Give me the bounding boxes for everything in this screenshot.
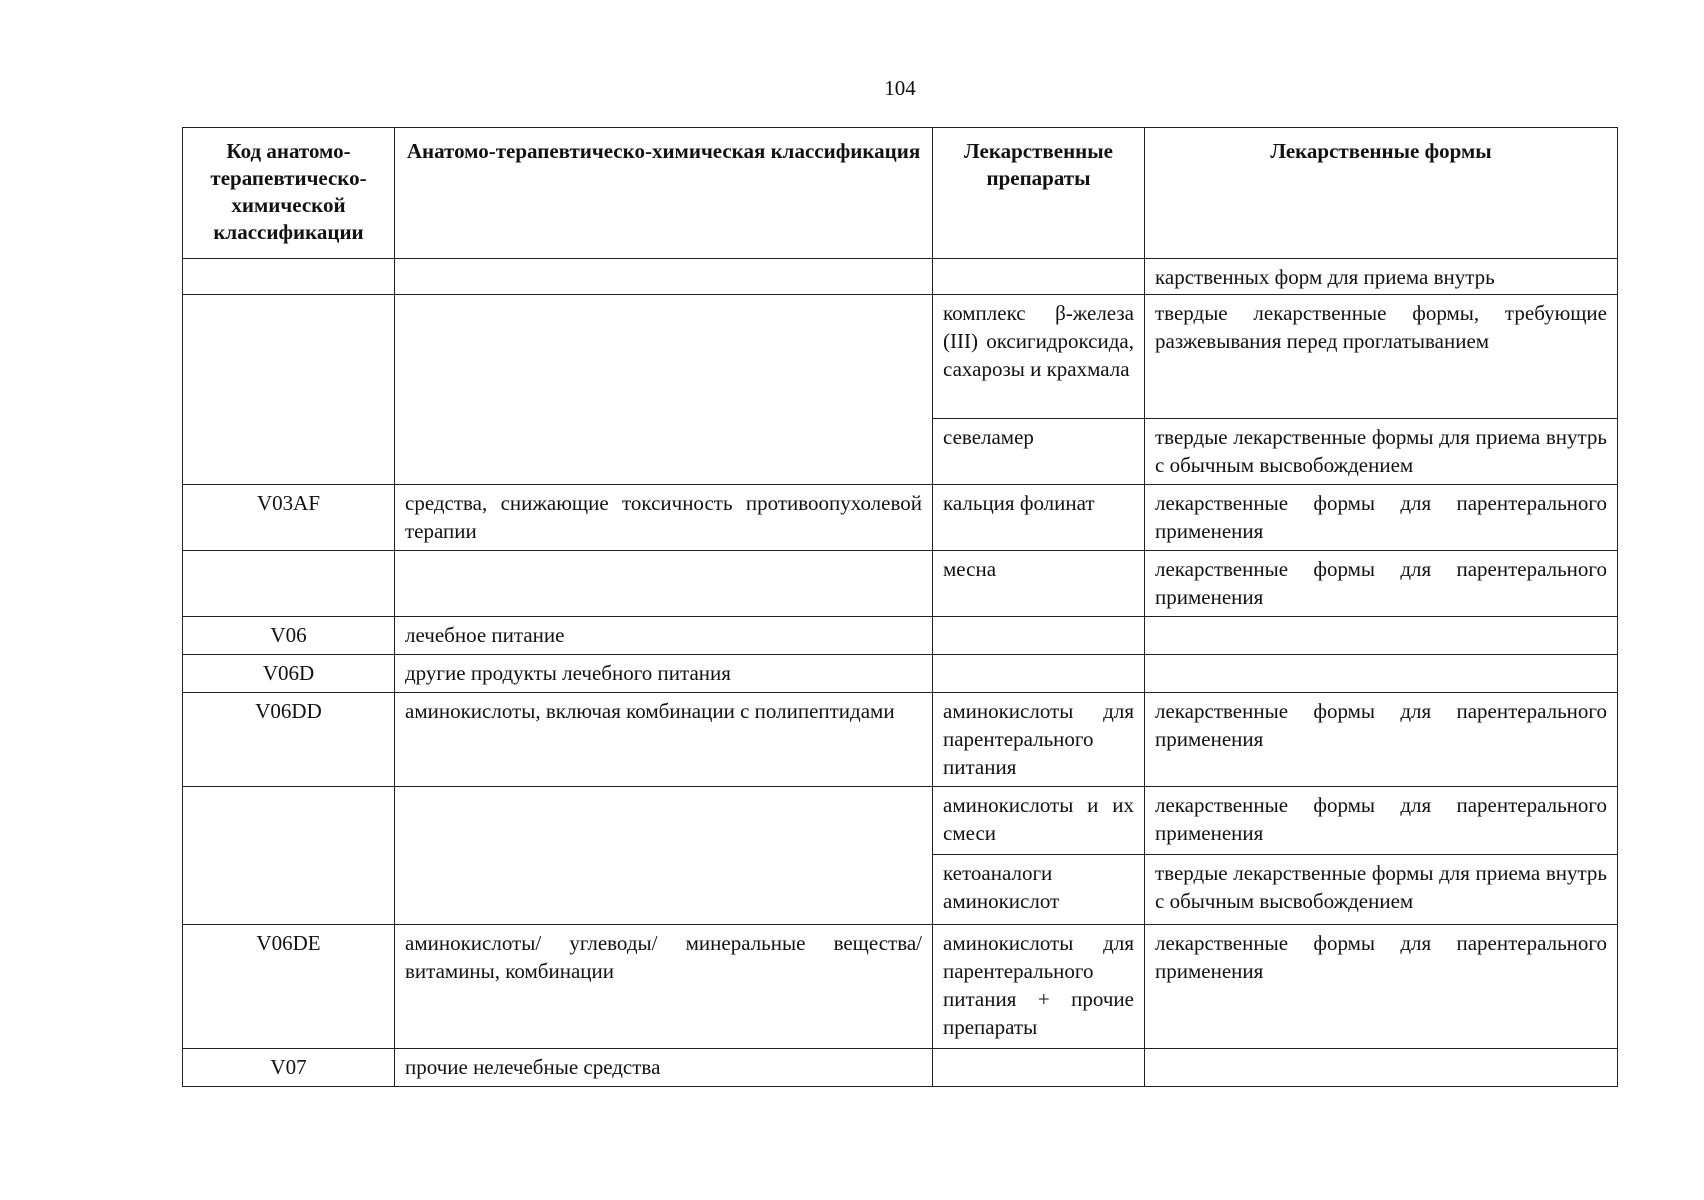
classification-cell: аминокислоты, включая комбинации с полипептидами bbox=[395, 693, 933, 787]
table-row bbox=[183, 787, 1618, 855]
classification-cell: аминокислоты/ углеводы/ минеральные вещества/ витамины, комбинации bbox=[395, 925, 933, 1049]
drug-cell: кетоаналоги аминокислот bbox=[933, 855, 1145, 925]
code-cell: V06D bbox=[183, 655, 395, 693]
table-row bbox=[183, 655, 1618, 693]
form-cell: лекарственные формы для парентерального применения bbox=[1145, 551, 1618, 617]
table-row bbox=[183, 295, 1618, 419]
form-cell bbox=[1145, 655, 1618, 693]
form-cell: твердые лекарственные формы, требующие разжевывания перед проглатыванием bbox=[1145, 295, 1618, 419]
classification-cell bbox=[395, 551, 933, 617]
drug-cell bbox=[933, 1049, 1145, 1087]
drug-cell: аминокислоты для парентерального питания + прочие препараты bbox=[933, 925, 1145, 1049]
code-cell: V06DD bbox=[183, 693, 395, 787]
table-row bbox=[183, 551, 1618, 617]
classification-cell: лечебное питание bbox=[395, 617, 933, 655]
form-cell: твердые лекарственные формы для приема внутрь с обычным высвобождением bbox=[1145, 855, 1618, 925]
form-cell: твердые лекарственные формы для приема внутрь с обычным высвобождением bbox=[1145, 419, 1618, 485]
code-cell bbox=[183, 295, 395, 485]
form-cell: лекарственные формы для парентерального применения bbox=[1145, 693, 1618, 787]
code-cell: V07 bbox=[183, 1049, 395, 1087]
drug-cell bbox=[933, 655, 1145, 693]
table-row bbox=[183, 925, 1618, 1049]
drug-cell: кальция фолинат bbox=[933, 485, 1145, 551]
form-cell: карственных форм для приема внутрь bbox=[1145, 259, 1618, 295]
page-number: 104 bbox=[884, 76, 916, 100]
header-drugs: Лекарственные препараты bbox=[933, 128, 1145, 259]
table-row bbox=[183, 693, 1618, 787]
table-row bbox=[183, 1049, 1618, 1087]
code-cell bbox=[183, 259, 395, 295]
drug-cell bbox=[933, 259, 1145, 295]
classification-cell bbox=[395, 259, 933, 295]
classification-cell: другие продукты лечебного питания bbox=[395, 655, 933, 693]
code-cell bbox=[183, 551, 395, 617]
form-cell: лекарственные формы для парентерального применения bbox=[1145, 925, 1618, 1049]
form-cell: лекарственные формы для парентерального применения bbox=[1145, 787, 1618, 855]
drug-cell: аминокислоты для парентерального питания bbox=[933, 693, 1145, 787]
header-classification: Анатомо-терапевтическо-химическая классификация bbox=[395, 128, 933, 259]
classification-table bbox=[182, 127, 1618, 1087]
drug-cell: севеламер bbox=[933, 419, 1145, 485]
drug-cell: комплекс β-железа (III) оксигидроксида, сахарозы и крахмала bbox=[933, 295, 1145, 419]
header-code: Код анатомо-терапевтическо-химической классификации bbox=[183, 128, 395, 259]
table-row bbox=[183, 259, 1618, 295]
table-header-row bbox=[183, 128, 1618, 259]
table-row bbox=[183, 485, 1618, 551]
code-cell: V06DE bbox=[183, 925, 395, 1049]
table-row bbox=[183, 617, 1618, 655]
classification-cell: прочие нелечебные средства bbox=[395, 1049, 933, 1087]
drug-cell bbox=[933, 617, 1145, 655]
classification-cell bbox=[395, 295, 933, 485]
form-cell: лекарственные формы для парентерального применения bbox=[1145, 485, 1618, 551]
code-cell: V06 bbox=[183, 617, 395, 655]
drug-cell: месна bbox=[933, 551, 1145, 617]
header-forms: Лекарственные формы bbox=[1145, 128, 1618, 259]
drug-cell: аминокислоты и их смеси bbox=[933, 787, 1145, 855]
code-cell: V03AF bbox=[183, 485, 395, 551]
classification-cell bbox=[395, 787, 933, 925]
code-cell bbox=[183, 787, 395, 925]
form-cell bbox=[1145, 1049, 1618, 1087]
classification-cell: средства, снижающие токсичность противоопухолевой терапии bbox=[395, 485, 933, 551]
form-cell bbox=[1145, 617, 1618, 655]
